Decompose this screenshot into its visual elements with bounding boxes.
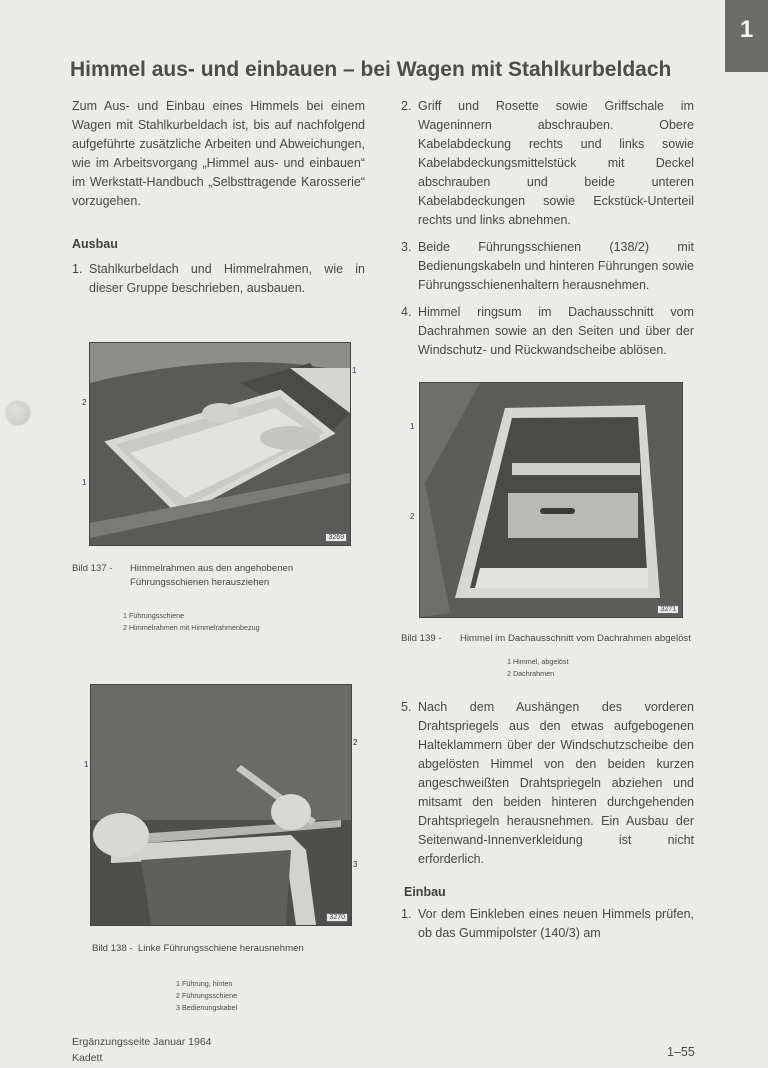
chapter-number: 1 — [739, 16, 754, 43]
step-number: 1. — [72, 262, 83, 276]
figure-137-caption — [72, 562, 372, 590]
legend-item: 2 Dachrahmen — [507, 669, 555, 678]
legend-item: 3 Bedienungskabel — [176, 1003, 238, 1012]
step-text: Beide Führungsschienen (138/2) mit Bedienungskabeln und hinteren Führungen sowie Führungsschienenhaltern herausnehmen. — [418, 240, 694, 292]
legend-item: 1 Himmel, abgelöst — [507, 657, 569, 666]
caption-text: Himmelrahmen aus den angehobenen Führungsschienen herausziehen — [130, 563, 294, 588]
step-number: 1. — [401, 907, 412, 921]
figure-139-legend — [507, 656, 694, 680]
callout-1: 1 — [352, 366, 357, 375]
step-number: 3. — [401, 240, 412, 254]
ausbau-step-1 — [72, 260, 365, 298]
step-text: Griff und Rosette sowie Griffschale im Wageninnern abschrauben. Obere Kabelabdeckung rechts und links sowie Kabelabdeckungsmittelstück mit Deckel abschrauben und beide unteren Kabelabdeckungen sowie Eckstück-Unterteil rechts und links abnehmen. — [418, 99, 694, 227]
footer — [72, 1034, 212, 1066]
figure-138-caption — [92, 942, 382, 956]
legend-item: 2 Himmelrahmen mit Himmelrahmenbezug — [123, 623, 260, 632]
chapter-tab — [725, 0, 768, 72]
page-number: 1–55 — [667, 1045, 695, 1059]
photo-number: 3271 — [657, 605, 679, 614]
step-text: Vor dem Einkleben eines neuen Himmels prüfen, ob das Gummipolster (140/3) am — [418, 907, 694, 940]
figure-139-photo — [419, 382, 683, 618]
callout-3: 3 — [353, 860, 358, 869]
caption-text: Himmel im Dachausschnitt vom Dachrahmen abgelöst — [460, 633, 691, 644]
step-text: Nach dem Aushängen des vorderen Drahtspriegels aus den etwas aufgebogenen Halteklammern über der Windschutzscheibe den abgelösten Himmel von den beiden kurzen angeschweißten Drahtspriegeln abziehen und mitsamt den beiden hinteren durchgehenden Drahtspriegeln herausnehmen. Ein Ausbau der Seitenwand-Innenverkleidung ist nicht erforderlich. — [418, 700, 694, 866]
figure-137-photo — [89, 342, 351, 546]
step-number: 5. — [401, 700, 412, 714]
footer-model: Kadett — [72, 1052, 103, 1064]
figure-139-caption — [401, 632, 694, 646]
photo-number: 3270 — [326, 913, 348, 922]
legend-item: 1 Führung, hinten — [176, 979, 233, 988]
figure-138-legend — [176, 978, 237, 1014]
callout-2: 2 — [353, 738, 358, 747]
page-title: Himmel aus- und einbauen – bei Wagen mit Stahlkurbeldach — [70, 58, 672, 81]
ausbau-heading: Ausbau — [72, 237, 118, 251]
callout-1: 1 — [84, 760, 89, 769]
step-number: 4. — [401, 305, 412, 319]
right-column — [401, 97, 694, 943]
legend-item: 1 Führungsschiene — [123, 611, 185, 620]
legend-item: 2 Führungsschiene — [176, 991, 238, 1000]
roof-opening-illustration — [420, 383, 682, 617]
callout-2: 2 — [410, 512, 415, 521]
intro-paragraph: Zum Aus- und Einbau eines Himmels bei einem Wagen mit Stahlkurbeldach ist, bis auf nachfolgend aufgeführte zusätzliche Arbeiten und Abweichungen, wie im Arbeitsvorgang „Himmel aus- und einbauen“ im Werkstatt-Handbuch „Selbsttragende Karosserie“ vorzugehen. — [72, 99, 365, 208]
footer-edition: Ergänzungsseite Januar 1964 — [72, 1036, 212, 1048]
ausbau-step-4 — [401, 303, 694, 360]
ausbau-step-3 — [401, 238, 694, 295]
roof-frame-illustration — [90, 343, 350, 545]
caption-label: Bild 137 - — [72, 563, 113, 574]
einbau-step-1 — [401, 905, 694, 943]
step-text: Himmel ringsum im Dachausschnitt vom Dachrahmen sowie an den Seiten und über der Windschutz- und Rückwandscheibe ablösen. — [418, 305, 694, 357]
caption-label: Bild 139 - — [401, 633, 442, 644]
callout-2: 2 — [82, 398, 87, 407]
caption-text: Linke Führungsschiene herausnehmen — [137, 943, 304, 954]
step-number: 2. — [401, 99, 412, 113]
step-text: Stahlkurbeldach und Himmelrahmen, wie in dieser Gruppe beschrieben, ausbauen. — [89, 262, 365, 295]
caption-label: Bild 138 - — [92, 943, 133, 954]
figure-138-photo — [90, 684, 352, 926]
ausbau-step-2 — [401, 97, 694, 230]
callout-1b: 1 — [82, 478, 87, 487]
guide-rail-illustration — [91, 685, 351, 925]
photo-number: 3269 — [325, 533, 347, 542]
einbau-heading: Einbau — [404, 885, 446, 899]
figure-137-legend — [123, 610, 260, 634]
punch-hole — [6, 401, 30, 425]
ausbau-step-5 — [401, 698, 694, 869]
figure-139 — [410, 382, 681, 618]
callout-1: 1 — [410, 422, 415, 431]
